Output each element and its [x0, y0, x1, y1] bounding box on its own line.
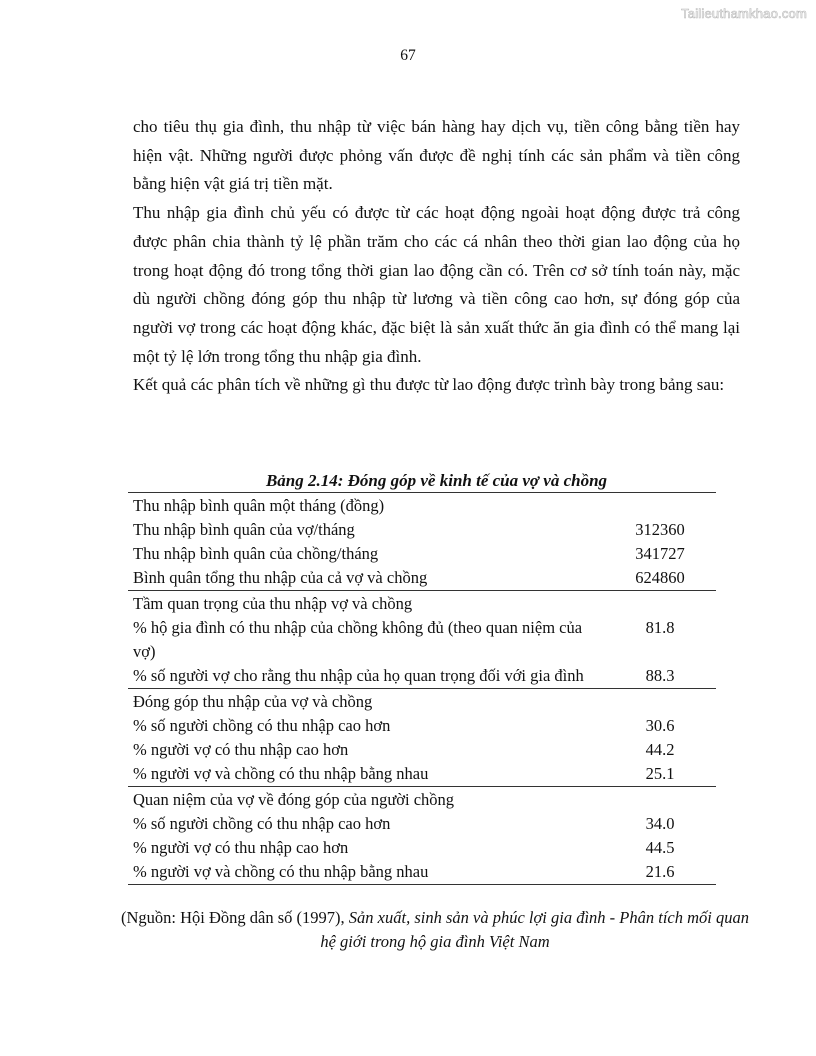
row-label: Thu nhập bình quân của vợ/tháng	[133, 520, 355, 539]
row-value: 44.2	[645, 740, 675, 759]
table-row	[128, 762, 716, 787]
row-label: Bình quân tổng thu nhập của cả vợ và chồng	[133, 568, 428, 587]
watermark: Tailieuthamkhao.com	[681, 6, 807, 21]
table-row	[128, 714, 716, 738]
table-section	[128, 493, 716, 591]
row-label: % người vợ và chồng có thu nhập bằng nhau	[133, 764, 429, 783]
row-label: % người vợ có thu nhập cao hơn	[133, 838, 349, 857]
section-heading: Thu nhập bình quân một tháng (đồng)	[133, 496, 385, 515]
row-value: 624860	[635, 568, 685, 587]
section-heading: Tầm quan trọng của thu nhập vợ và chồng	[133, 594, 413, 613]
row-label: % người vợ có thu nhập cao hơn	[133, 740, 349, 759]
table-caption: Bảng 2.14: Đóng góp về kinh tế của vợ và chồng	[265, 471, 608, 490]
table-row	[128, 860, 716, 885]
table-section	[128, 591, 716, 689]
table-row	[128, 812, 716, 836]
table-row	[128, 542, 716, 566]
row-value: 81.8	[645, 618, 675, 637]
source-prefix: (Nguồn: Hội Đồng dân số (1997),	[121, 908, 349, 927]
row-value: 21.6	[645, 862, 675, 881]
row-label: Thu nhập bình quân của chồng/tháng	[133, 544, 379, 563]
source-citation	[120, 906, 750, 954]
income-contribution-table	[128, 492, 716, 885]
section-heading: Đóng góp thu nhập của vợ và chồng	[133, 692, 373, 711]
paragraph: Thu nhập gia đình chủ yếu có được từ các hoạt động ngoài hoạt động được trả công được phân chia thành tỷ lệ phần trăm cho các cá nhân theo thời gian lao động của họ trong hoạt động đó trong tổng thời gian lao động cần có. Trên cơ sở tính toán này, mặc dù người chồng đóng góp thu nhập từ lương và tiền công cao hơn, sự đóng góp của người vợ trong các hoạt động khác, đặc biệt là sản xuất thức ăn gia đình có thể mang lại một tỷ lệ lớn trong tổng thu nhập gia đình.	[133, 203, 740, 366]
row-value: 44.5	[645, 838, 675, 857]
row-value: 30.6	[645, 716, 675, 735]
row-value: 34.0	[645, 814, 675, 833]
paragraph: Kết quả các phân tích về những gì thu được từ lao động được trình bày trong bảng sau:	[133, 375, 725, 395]
section-heading: Quan niệm của vợ về đóng góp của người chồng	[133, 790, 455, 809]
table-row	[128, 664, 716, 689]
row-label: % hộ gia đình có thu nhập của chồng không đủ (theo quan niệm của vợ)	[133, 618, 583, 661]
table-row	[128, 566, 716, 591]
paragraph: cho tiêu thụ gia đình, thu nhập từ việc bán hàng hay dịch vụ, tiền công bằng tiền hay hiện vật. Những người được phỏng vấn được đề nghị tính các sản phẩm và tiền công bằng hiện vật giá trị tiền mặt.	[133, 117, 740, 194]
row-value: 312360	[635, 520, 685, 539]
row-label: % số người chồng có thu nhập cao hơn	[133, 814, 391, 833]
row-value: 341727	[635, 544, 685, 563]
page-number: 67	[400, 47, 416, 64]
table-row	[128, 518, 716, 542]
row-value: 88.3	[645, 666, 675, 685]
row-label: % số người chồng có thu nhập cao hơn	[133, 716, 391, 735]
row-value: 25.1	[645, 764, 675, 783]
table-section	[128, 689, 716, 787]
source-title: Sản xuất, sinh sản và phúc lợi gia đình - Phân tích mối quan hệ giới trong hộ gia đình Việt Nam	[320, 908, 749, 951]
row-label: % số người vợ cho rằng thu nhập của họ quan trọng đối với gia đình	[133, 666, 584, 685]
table-row	[128, 836, 716, 860]
row-label: % người vợ và chồng có thu nhập bằng nhau	[133, 862, 429, 881]
table-row	[128, 738, 716, 762]
body-text	[133, 113, 740, 400]
table-section	[128, 787, 716, 885]
table-row	[128, 616, 716, 664]
